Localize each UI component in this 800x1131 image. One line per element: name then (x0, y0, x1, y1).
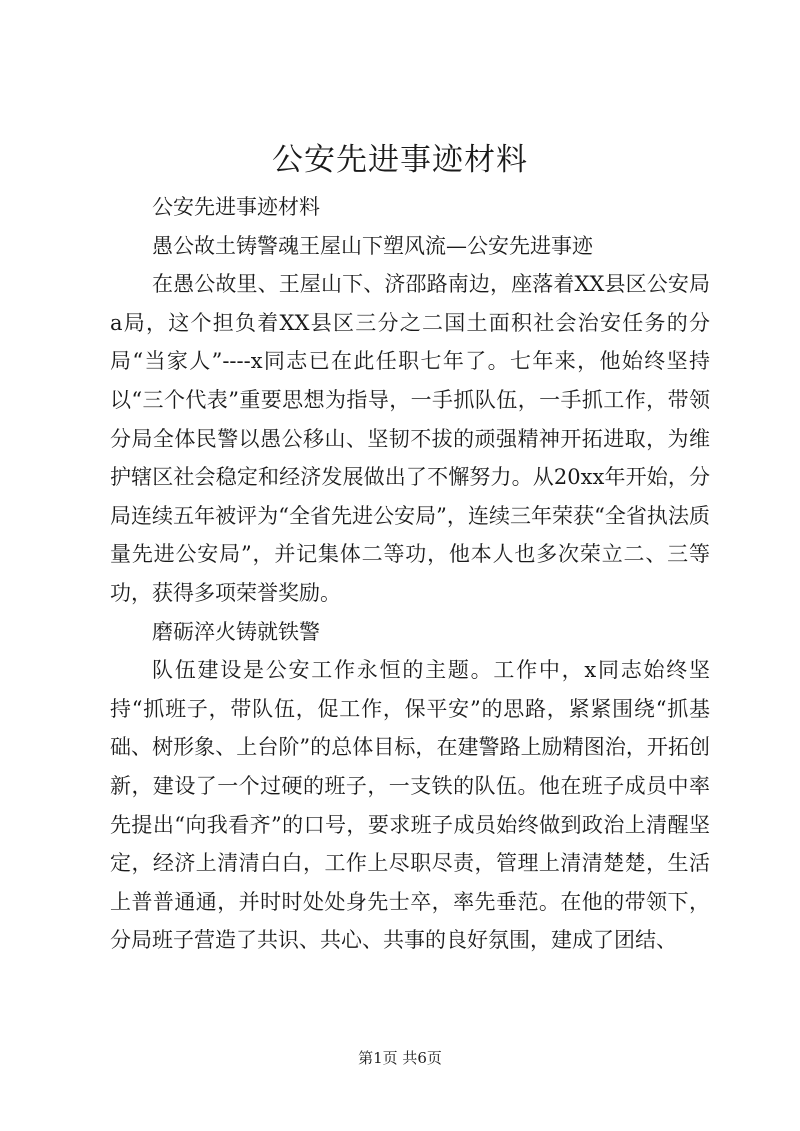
section-heading: 磨砺淬火铸就铁警 (152, 619, 320, 644)
paragraph-team-building: 队伍建设是公安工作永恒的主题。工作中，x同志始终坚持“抓班子，带队伍，促工作，保平安”的思路，紧紧围绕“抓基础、树形象、上台阶”的总体目标，在建警路上励精图治，开拓创新，建设了一个过硬的班子，一支铁的队伍。他在班子成员中率先提出“向我看齐”的口号，要求班子成员始终做到政治上清醒坚定，经济上清清白白，工作上尽职尽责，管理上清清楚楚，生活上普普通通，并时时处处身先士卒，率先垂范。在他的带领下，分局班子营造了共识、共心、共事的良好氛围，建成了团结、 (110, 658, 710, 953)
page-number-footer: 第1页 共6页 (358, 1049, 442, 1067)
document-body (110, 188, 710, 960)
paragraph-subtitle: 公安先进事迹材料 (152, 195, 320, 219)
document-title: 公安先进事迹材料 (272, 142, 528, 178)
paragraph-heading: 愚公故土铸警魂王屋山下塑风流—公安先进事迹 (152, 233, 593, 258)
paragraph-intro: 在愚公故里、王屋山下、济邵路南边，座落着XX县区公安局a局，这个担负着XX县区三分之二国土面积社会治安任务的分局“当家人”----x同志已在此任职七年了。七年来，他始终坚持以“三个代表”重要思想为指导，一手抓队伍，一手抓工作，带领分局全体民警以愚公移山、坚韧不拔的顽强精神开拓进取，为维护辖区社会稳定和经济发展做出了不懈努力。从20xx年开始，分局连续五年被评为“全省先进公安局”，连续三年荣获“全省执法质量先进公安局”，并记集体二等功，他本人也多次荣立二、三等功，获得多项荣誉奖励。 (110, 272, 710, 605)
